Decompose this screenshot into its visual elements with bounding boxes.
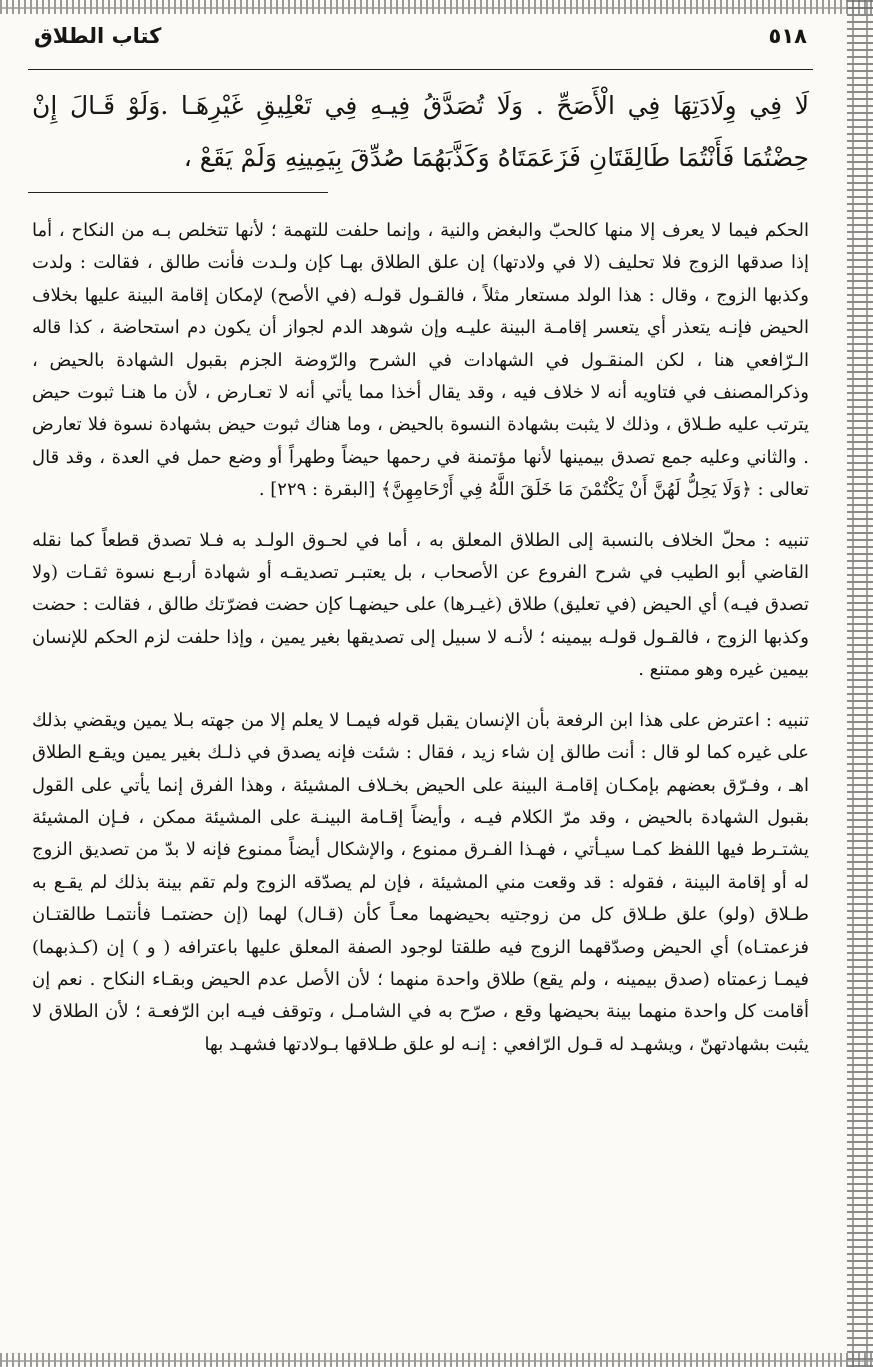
paragraph-gap [28,687,813,705]
ornamental-border-bottom [0,1353,873,1367]
page-number: ٥١٨ [768,24,807,48]
book-title: كتاب الطلاق [34,24,162,48]
separator-rule [28,192,328,193]
ornamental-border-right [847,0,873,1367]
paragraph-gap [28,507,813,525]
running-header [28,24,813,70]
commentary-paragraph-3: تنبيه : اعترض على هذا ابن الرفعة بأن الإنسان يقبل قوله فيمـا لا يعلم إلا من جهته بـلا يمين ويقضي بذلك على غيره كما لو قال : أنت طالق إن شاء زيد ، فقال : شئت فإنه يصدق في ذلـك بغير يمين ويقـع الطلاق اهـ ، وفـرّق بعضهم بإمكـان إقامـة البينة على الحيض بخـلاف المشيئة ، وهذا الفرق إنما يأتي على القول بقبول الشهادة بالحيض ، وقد مرّ الكلام فيـه ، وأيضاً إقـامة البينـة على المشيئة ممكن ، فـإن المشيئة يشتـرط فيها اللفظ كمـا سيـأتي ، فهـذا الفـرق ممنوع ، والإشكال أيضاً ممنوع فإنه لا بدّ من تصديق الزوج له أو إقامة البينة ، فقوله : قد وقعت مني المشيئة ، فإن لم يصدّقه الزوج ولم تقم بينة بذلك لم يقـع به طـلاق (ولو) علق طـلاق كل من زوجتيه بحيضهما معـاً كأن (قـال) لهما (إن حضتمـا فأنتمـا طالقتـان فزعمتـاه) أي الحيض وصدّقهما الزوج فيه طلقتا لوجود الصفة المعلق عليها باعترافه ( و ) إن (كـذبهما) فيمـا زعمتاه (صدق بيمينه ، ولم يقع) طلاق واحدة منهما ؛ لأن الأصل عدم الحيض وبقـاء النكاح . نعم إن أقامت كل واحدة منهما بينة بحيضها وقع ، صرّح به في الشامـل ، وتوقف فيـه ابن الرّفعـة ؛ لأن الطلاق لا يثبت بشهادتهنّ ، ويشهـد له قـول الرّافعي : إنـه لو علق طـلاقها بـولادتها فشهـد بها [32,709,809,1055]
commentary-paragraph-2: تنبيه : محلّ الخلاف بالنسبة إلى الطلاق المعلق به ، أما في لحـوق الولـد به فـلا تصدق قطعاً كما نقله القاضي أبو الطيب في شرح الفروع عن الأصحاب ، بل يعتبـر تصديقـه أو شهادة أربـع نسوة ثقـات (ولا تصدق فيـه) أي الحيض (في تعليق) طلاق (غيـرها) على حيضهـا كإن حضت فضرّتك طالق ، فقالت : حضت وكذبها الزوج ، فالقـول قولـه بيمينه ؛ لأنـه لا سبيل إلى تصديقها بغير يمين ، وإذا حلفت لزم الحكم للإنسان بيمين غيره وهو ممتنع . [32,529,809,681]
commentary-paragraph-1: الحكم فيما لا يعرف إلا منها كالحبّ والبغض والنية ، وإنما حلفت للتهمة ؛ لأنها تتخلص بـه من النكاح ، أما إذا صدقها الزوج فلا تحليف (لا في ولادتها) إن علق الطلاق بهـا كإن ولـدت فأنت طالق ، فقالت : ولدت وكذبها الزوج ، وقال : هذا الولد مستعار مثلاً ، فالقـول قولـه (في الأصح) لإمكان إقامة البينة عليها بخلاف الحيض فإنـه يتعذر أي يتعسر إقامـة البينة عليـه وإن شوهد الدم لجواز أن يكون دم استحاضة ، كذا قاله الـرّافعي هنا ، لكن المنقـول في الشهادات في الشرح والرّوضة الجزم بقبول الشهادة بالحيض ، وذكرالمصنف في فتاويه أنه لا خلاف فيه ، وقد يقال أخذا مما يأتي أنه لا تعـارض ، لأن ما هنـا ثبوت حيض يترتب عليه طـلاق ، وذلك لا يثبت بشهادة النسوة بالحيض ، وما هناك ثبوت حيض بشهادة نسوة فلا تعارض . والثاني وعليه جمع تصدق بيمينها لأنها مؤتمنة في رحمها حيضاً وطهراً أو وضع حمل في العدة ، وقد قال تعالى : ﴿وَلَا يَحِلُّ لَهُنَّ أَنْ يَكْتُمْنَ مَا خَلَقَ اللَّهُ فِي أَرْحَامِهِنَّ﴾ [البقرة : ٢٢٩] . [32,220,809,501]
matn-text: لَا فِي وِلَادَتِهَا فِي الْأَصَحِّ . وَلَا تُصَدَّقُ فِيـهِ فِي تَعْلِيقِ غَيْرِهَـا .وَلَوْ قَـالَ إِنْ حِضْتُمَا فَأَنْتُمَا طَالِقَتَانِ فَزَعَمَتَاهُ وَكَذَّبَهُمَا صُدِّقَ بِيَمِينِهِ وَلَمْ يَقَعْ ، [32,91,809,172]
book-page [28,24,813,1329]
ornamental-border-top [0,0,873,14]
